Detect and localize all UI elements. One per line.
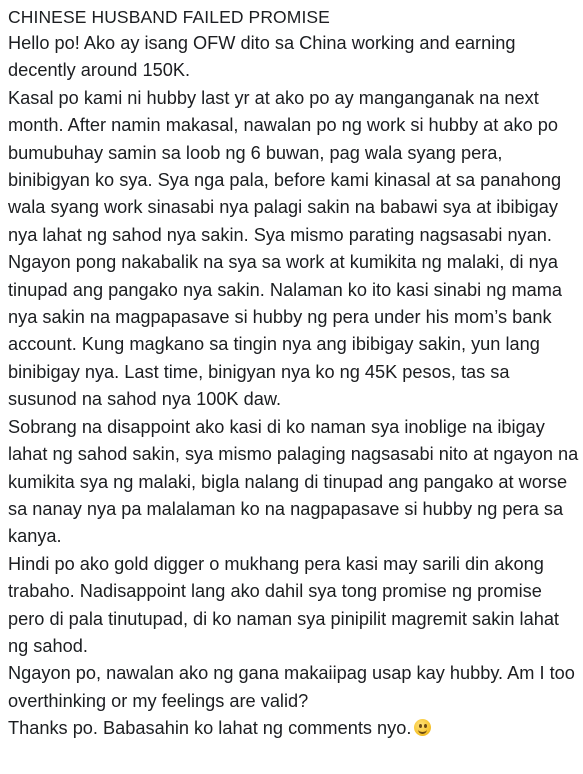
post-paragraph-disappointment: Sobrang na disappoint ako kasi di ko naman sya inoblige na ibigay lahat ng sahod sakin, sya mismo palaging nagsasabi nito at ngayon na kumikita sya ng malaki, bigla nalang di tinupad ang pangako at worse sa nanay nya pa malalaman ko na nagpapasave si hubby ng pera sa kanya.: [8, 416, 579, 547]
post-paragraph-question: Ngayon po, nawalan ako ng gana makaiipag usap kay hubby. Am I too overthinking or my feelings are valid?: [8, 663, 575, 711]
post-paragraph-intro: Hello po! Ako ay isang OFW dito sa China working and earning decently around 150K.: [8, 33, 516, 81]
post-paragraph-story: Kasal po kami ni hubby last yr at ako po ay manganganak na next month. After namin makasal, nawalan po ng work si hubby at ako po bumubuhay samin sa loob ng 6 buwan, pag wala syang pera, binibigyan ko sya. Sya nga pala, before kami kinasal at sa panahong wala syang work sinasabi nya palagi sakin na babawi sya at ibibigay nya lahat ng sahod nya sakin. Sya mismo parating nagsasabi nyan. Ngayon pong nakabalik na sya sa work at kumikita ng malaki, di nya tinupad ang pangako nya sakin. Nalaman ko ito kasi sinabi ng mama nya sakin na magpapasave si hubby ng pera under his mom’s bank account. Kung magkano sa tingin nya ang ibibigay sakin, yun lang binibigay nya. Last time, binigyan nya ko ng 45K pesos, tas sa susunod na sahod nya 100K daw.: [8, 87, 563, 410]
post-thanks-text: Thanks po. Babasahin ko lahat ng comments nyo.: [8, 718, 412, 739]
smiling-face-icon: [414, 719, 431, 736]
post-title: CHINESE HUSBAND FAILED PROMISE: [8, 7, 330, 27]
post-paragraph-thanks: [8, 715, 580, 742]
post-body: [8, 4, 580, 743]
post-paragraph-not-gold-digger: Hindi po ako gold digger o mukhang pera kasi may sarili din akong trabaho. Nadisappoint lang ako dahil sya tong promise ng promise pero di pala tinutupad, di ko naman sya pinipilit magremit sakin lahat ng sahod.: [8, 553, 559, 656]
